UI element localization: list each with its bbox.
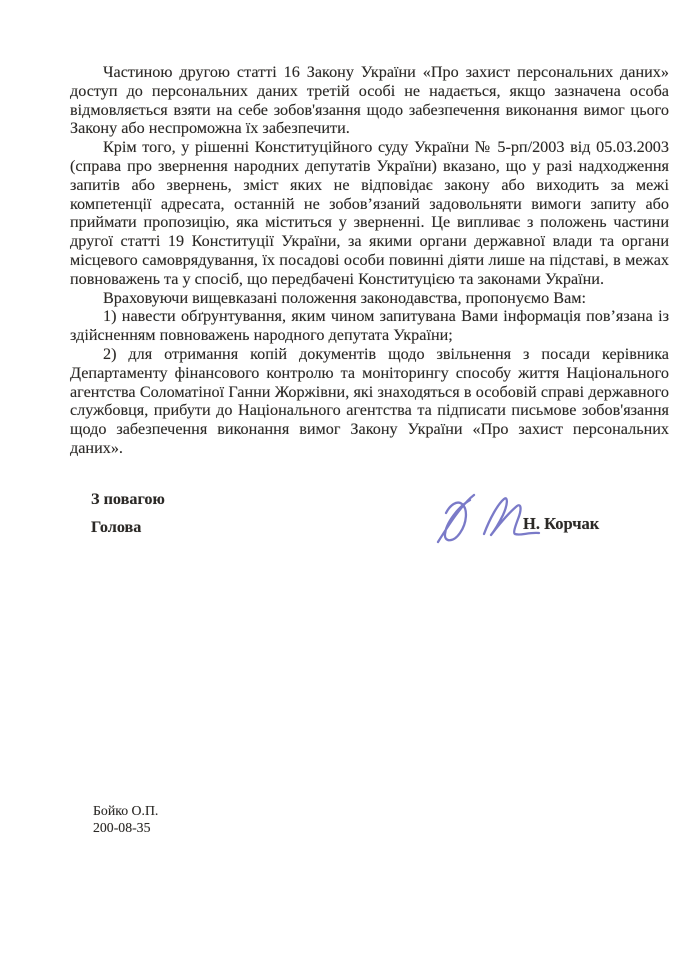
executor-name: Бойко О.П. bbox=[93, 803, 159, 818]
closing-salutation: З повагою bbox=[91, 490, 165, 508]
paragraph-item-2: 2) для отримання копій документів щодо звільнення з посади керівника Департаменту фінансового контролю та моніторингу способу життя Національного агентства Соломатіної Ганни Жоржівни, які знаходяться в особовій справі державного службовця, прибути до Національного агентства та підписати письмове зобов'язання щодо забезпечення виконання вимог Закону України «Про захист персональних даних». bbox=[70, 344, 669, 457]
paragraph-item-1: 1) навести обґрунтування, яким чином запитувана Вами інформація пов’язана із здійсненням повноважень народного депутата України; bbox=[70, 307, 669, 345]
paragraph-law-article-16: Частиною другою статті 16 Закону України «Про захист персональних даних» доступ до персональних даних третій особі не надається, якщо зазначена особа відмовляється взяти на себе зобов'язання щодо забезпечення виконання вимог цього Закону або неспроможна їх забезпечити. bbox=[70, 63, 669, 138]
signer-name: Н. Корчак bbox=[523, 514, 600, 533]
paragraph-constitutional-court: Крім того, у рішенні Конституційного суду України № 5-рп/2003 від 05.03.2003 (справа про звернення народних депутатів України) вказано, що у разі надходження запитів або звернень, зміст яких не відповідає закону або виходить за межі компетенції адресата, останній не зобов’язаний задовольняти вимоги запиту або приймати пропозицію, яка міститься у зверненні. Це випливає з положень частини другої статті 19 Конституції України, за якими органи державної влади та органи місцевого самоврядування, їх посадові особи повинні діяти лише на підставі, в межах повноважень та у спосіб, що передбачені Конституцією та законами України. bbox=[70, 138, 669, 288]
executor-phone: 200-08-35 bbox=[93, 819, 151, 835]
signature-stroke-left bbox=[438, 495, 474, 542]
signer-role: Голова bbox=[91, 518, 142, 536]
letter-footer bbox=[93, 803, 158, 836]
paragraph-proposal-intro: Враховуючи вищевказані положення законодавства, пропонуємо Вам: bbox=[103, 288, 586, 307]
letter-closing bbox=[91, 490, 165, 537]
letter-body bbox=[70, 63, 669, 458]
